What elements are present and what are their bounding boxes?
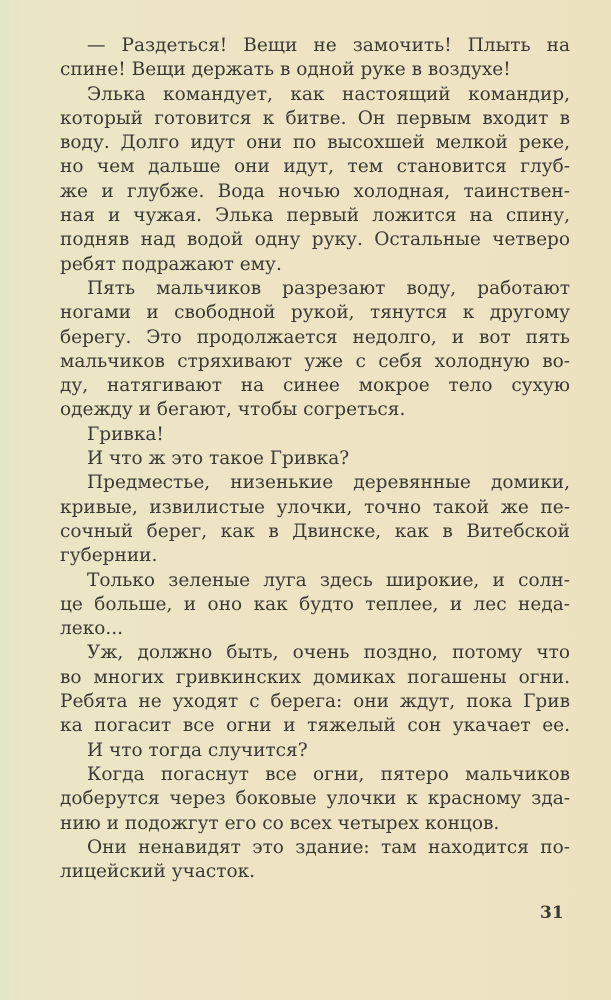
text-line: сочный берег, как в Двинске, как в Витебской xyxy=(60,520,570,542)
text-line: подняв над водой одну руку. Остальные четверо xyxy=(60,229,570,251)
text-line: Ребята не уходят с берега: они ждут, пока Грив xyxy=(60,691,570,713)
text-line: который готовится к битве. Он первым входит в xyxy=(60,107,570,129)
text-line: Когда погаснут все огни, пятеро мальчиков xyxy=(87,763,570,785)
text-line: Предместье, низенькие деревянные домики, xyxy=(87,472,570,494)
text-line: ная и чужая. Элька первый ложится на спину, xyxy=(60,205,570,227)
text-line: ногами и свободной рукой, тянутся к другому xyxy=(60,302,570,324)
text-line: Уж, должно быть, очень поздно, потому что xyxy=(87,642,570,664)
text-line: губернии. xyxy=(60,545,158,567)
text-line: же и глубже. Вода ночью холодная, таинствен- xyxy=(60,180,570,202)
text-line: — Раздеться! Вещи не замочить! Плыть на xyxy=(87,35,570,56)
page-number: 31 xyxy=(540,903,564,923)
book-page-text xyxy=(60,34,570,884)
text-line: нию и подожгут его со всех четырех концов. xyxy=(60,812,500,834)
text-line: ребят подражают ему. xyxy=(60,253,282,275)
text-line: ка погасит все огни и тяжелый сон укачает ее. xyxy=(60,715,570,737)
text-line: леко... xyxy=(60,618,124,640)
text-line: доберутся через боковые улочки к красному зда- xyxy=(60,788,570,810)
text-line: Гривка! xyxy=(87,423,164,445)
text-line: спине! Вещи держать в одной руке в воздухе! xyxy=(60,59,511,81)
text-line: И что тогда случится? xyxy=(87,739,308,761)
text-line: мальчиков стряхивают уже с себя холодную во- xyxy=(60,350,570,372)
text-line: Пять мальчиков разрезают воду, работают xyxy=(87,277,570,299)
text-line: Они ненавидят это здание: там находится по- xyxy=(87,836,570,858)
text-line: берегу. Это продолжается недолго, и вот пять xyxy=(60,326,570,348)
text-line: одежду и бегают, чтобы согреться. xyxy=(60,399,406,421)
text-line: воду. Долго идут они по высохшей мелкой реке, xyxy=(60,132,570,154)
text-line: И что ж это такое Гривка? xyxy=(87,448,350,470)
text-line: лицейский участок. xyxy=(60,861,256,883)
text-line: кривые, извилистые улочки, точно такой же пе- xyxy=(60,496,570,518)
text-line: це больше, и оно как будто теплее, и лес неда- xyxy=(60,593,570,615)
text-line: во многих гривкинских домиках погашены огни. xyxy=(60,666,570,688)
text-line: Только зеленые луга здесь широкие, и солн- xyxy=(87,569,570,591)
text-line: Элька командует, как настоящий командир, xyxy=(87,83,570,105)
text-line: ду, натягивают на синее мокрое тело сухую xyxy=(60,375,570,397)
text-line: но чем дальше они идут, тем становится глуб- xyxy=(60,156,570,178)
